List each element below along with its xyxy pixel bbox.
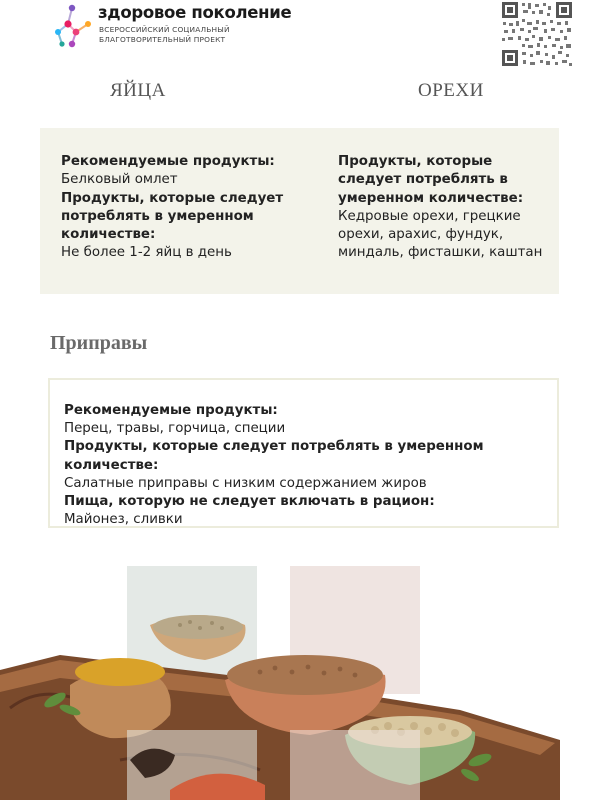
- spices-photo: [0, 560, 600, 800]
- brand-subtitle-line-2: БЛАГОТВОРИТЕЛЬНЫЙ ПРОЕКТ: [99, 35, 226, 44]
- brand-name: здоровое поколение: [98, 3, 292, 22]
- brand-subtitle-line-1: ВСЕРОССИЙСКИЙ СОЦИАЛЬНЫЙ: [99, 25, 230, 34]
- spices-content: [64, 402, 554, 529]
- nuts-moderate-label: Продукты, которые следует потреблять в умеренном количестве:: [338, 154, 524, 206]
- spices-exclude-label: Пища, которую не следует включать в рацион:: [64, 494, 435, 510]
- spices-exclude-text: Майонез, сливки: [64, 512, 183, 528]
- brand-subtitle: [99, 25, 230, 45]
- qr-code-icon: [500, 0, 574, 68]
- eggs-moderate-text: Не более 1-2 яйц в день: [61, 245, 232, 261]
- category-title-nuts: ОРЕХИ: [418, 80, 484, 101]
- spices-moderate-label: Продукты, которые следует потреблять в умеренном количестве:: [64, 439, 484, 473]
- spices-panel: [48, 378, 559, 528]
- spices-recommended-text: Перец, травы, горчица, специи: [64, 421, 286, 437]
- nuts-column: [338, 153, 553, 263]
- spices-recommended-label: Рекомендуемые продукты:: [64, 403, 278, 418]
- eggs-column: [61, 153, 286, 263]
- eggs-recommended-text: Белковый омлет: [61, 172, 178, 188]
- category-title-eggs: ЯЙЦА: [110, 80, 166, 101]
- molecule-logo-icon: [52, 2, 94, 48]
- eggs-nuts-panel: [40, 128, 559, 294]
- eggs-moderate-label: Продукты, которые следует потреблять в умеренном количестве:: [61, 190, 284, 243]
- spices-section-title: Приправы: [50, 332, 148, 354]
- spices-moderate-text: Салатные приправы с низким содержанием жиров: [64, 475, 427, 491]
- eggs-recommended-label: Рекомендуемые продукты:: [61, 154, 275, 169]
- nuts-moderate-text: Кедровые орехи, грецкие орехи, арахис, фундук, миндаль, фисташки, каштан: [338, 208, 543, 261]
- page-header: [0, 0, 600, 72]
